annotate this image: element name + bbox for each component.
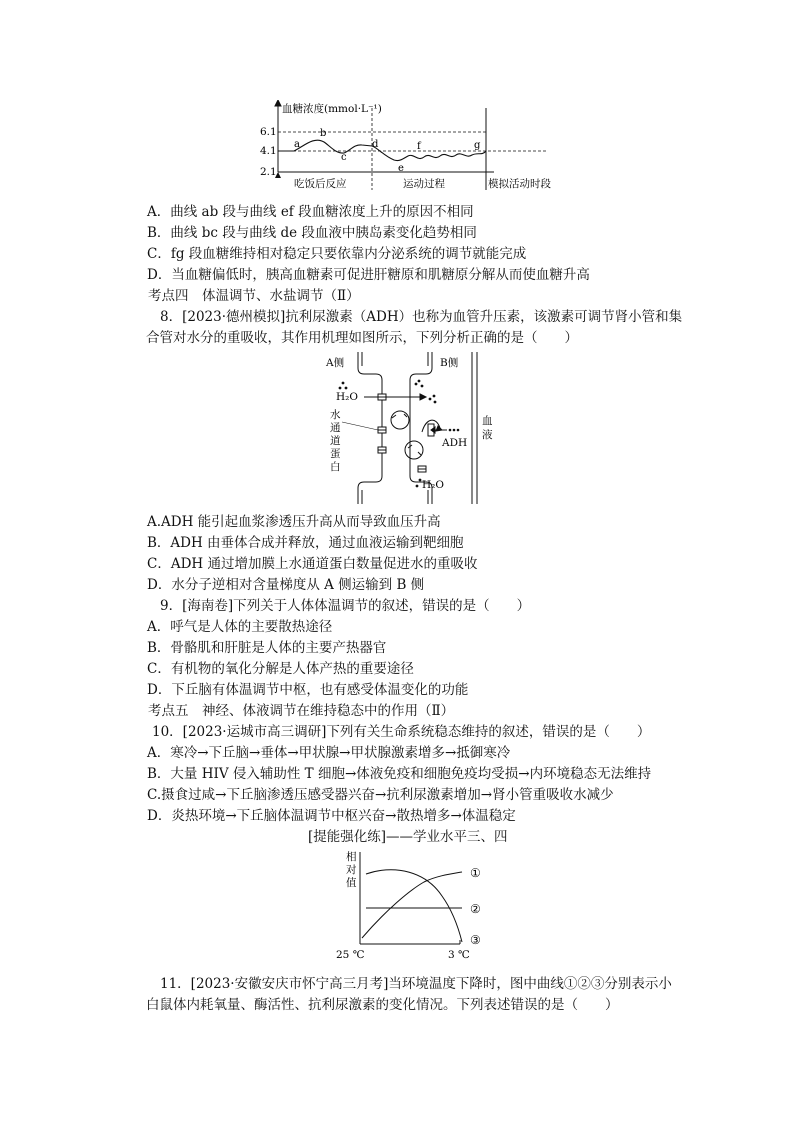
q9-option-d: D．下丘脑有体温调节中枢，也有感受体温变化的功能 xyxy=(147,682,469,698)
section-heading-5: 考点五 神经、体液调节在维持稳态中的作用（Ⅱ） xyxy=(148,703,455,719)
q10-stem: 10．[2023·运城市高三调研]下列有关生命系统稳态维持的叙述，错误的是（ ） xyxy=(152,724,651,740)
q7-option-c: C．fg 段血糖维持相对稳定只要依靠内分泌系统的调节就能完成 xyxy=(147,246,527,262)
ylabel-2: 对 xyxy=(346,864,357,876)
ytick-4.1: 4.1 xyxy=(260,145,277,157)
adh-mechanism-figure xyxy=(322,352,502,504)
point-d: d xyxy=(372,139,379,150)
label-water-channel-1: 水 xyxy=(330,409,341,421)
q8-stem-line1: 8．[2023·德州模拟]抗利尿激素（ADH）也称为血管升压素，该激素可调节肾小管和集 xyxy=(160,309,683,325)
practice-section-title: [提能强化练]——学业水平三、四 xyxy=(308,829,508,845)
y-axis-label: 血糖浓度(mmol·L⁻¹) xyxy=(282,103,382,115)
label-side-a: A侧 xyxy=(326,357,345,369)
q8-option-c: C．ADH 通过增加膜上水通道蛋白数量促进水的重吸收 xyxy=(147,556,478,572)
point-f: f xyxy=(417,141,421,152)
q10-option-a: A．寒冷→下丘脑→垂体→甲状腺→甲状腺激素增多→抵御寒冷 xyxy=(147,745,511,761)
q9-option-a: A．呼气是人体的主要散热途径 xyxy=(147,619,333,635)
q9-option-c: C．有机物的氧化分解是人体产热的重要途径 xyxy=(147,661,414,677)
curve-1 xyxy=(362,872,462,938)
ytick-6.1: 6.1 xyxy=(260,126,277,138)
label-blood-2: 液 xyxy=(482,429,493,441)
label-blood-1: 血 xyxy=(482,415,493,427)
q10-option-b: B．大量 HIV 侵入辅助性 T 细胞→体液免疫和细胞免疫均受损→内环境稳态无法维持 xyxy=(147,766,652,782)
x-end-label: 3 ℃ xyxy=(448,949,470,961)
q7-option-a: A．曲线 ab 段与曲线 ef 段血糖浓度上升的原因不相同 xyxy=(147,204,474,220)
point-e: e xyxy=(398,163,404,174)
curve-2-label: ② xyxy=(470,902,481,916)
blood-glucose-figure xyxy=(258,100,558,192)
point-c: c xyxy=(341,152,347,163)
q11-stem-line1: 11．[2023·安徽安庆市怀宁高三月考]当环境温度下降时，图中曲线①②③分别表示小 xyxy=(160,976,672,992)
q8-option-a: A.ADH 能引起血浆渗透压升高从而导致血压升高 xyxy=(147,514,441,530)
glucose-curve xyxy=(278,140,486,160)
label-adh: ADH xyxy=(442,437,468,449)
q9-stem: 9．[海南卷]下列关于人体体温调节的叙述，错误的是（ ） xyxy=(160,598,531,614)
q11-stem-line2: 白鼠体内耗氧量、酶活性、抗利尿激素的变化情况。下列表述错误的是（ ） xyxy=(146,997,619,1013)
y-axis-arrow xyxy=(275,100,281,106)
label-h2o-bottom: H₂O xyxy=(422,479,444,491)
label-water-channel-4: 蛋 xyxy=(330,448,341,460)
label-water-channel-5: 白 xyxy=(330,461,341,473)
section-heading-4: 考点四 体温调节、水盐调节（Ⅱ） xyxy=(148,288,360,304)
q8-option-b: B．ADH 由垂体合成并释放，通过血液运输到靶细胞 xyxy=(147,535,464,551)
ytick-2.1: 2.1 xyxy=(260,166,277,178)
point-a: a xyxy=(294,139,300,150)
q8-stem-line2: 合管对水分的重吸收，其作用机理如图所示，下列分析正确的是（ ） xyxy=(146,330,578,346)
q10-option-c: C.摄食过咸→下丘脑渗透压感受器兴奋→抗利尿激素增加→肾小管重吸收水减少 xyxy=(147,787,614,803)
temperature-curves-figure xyxy=(330,850,500,966)
point-b: b xyxy=(320,128,327,139)
x-axis-label: 模拟活动时段 xyxy=(488,178,551,190)
curve-3 xyxy=(366,870,462,942)
label-water-channel-3: 道 xyxy=(330,435,341,447)
label-h2o-top: H₂O xyxy=(336,391,358,403)
q7-option-d: D．当血糖偏低时，胰高血糖素可促进肝糖原和肌糖原分解从而使血糖升高 xyxy=(147,267,590,283)
segment-label-meal: 吃饭后反应 xyxy=(294,178,347,190)
ylabel-3: 值 xyxy=(346,877,357,889)
q9-option-b: B．骨骼肌和肝脏是人体的主要产热器官 xyxy=(147,640,387,656)
curve-1-label: ① xyxy=(470,866,481,880)
x-start-label: 25 ℃ xyxy=(336,949,365,961)
q7-option-b: B．曲线 bc 段与曲线 de 段血液中胰岛素变化趋势相同 xyxy=(147,225,477,241)
point-g: g xyxy=(474,140,481,151)
segment-label-exercise: 运动过程 xyxy=(403,178,445,190)
label-water-channel-2: 通 xyxy=(330,422,341,434)
label-side-b: B侧 xyxy=(440,357,459,369)
curve-3-label: ③ xyxy=(470,933,481,947)
q8-option-d: D．水分子逆相对含量梯度从 A 侧运输到 B 侧 xyxy=(147,577,425,593)
ylabel-1: 相 xyxy=(346,851,357,863)
q10-option-d: D．炎热环境→下丘脑体温调节中枢兴奋→散热增多→体温稳定 xyxy=(147,808,516,824)
